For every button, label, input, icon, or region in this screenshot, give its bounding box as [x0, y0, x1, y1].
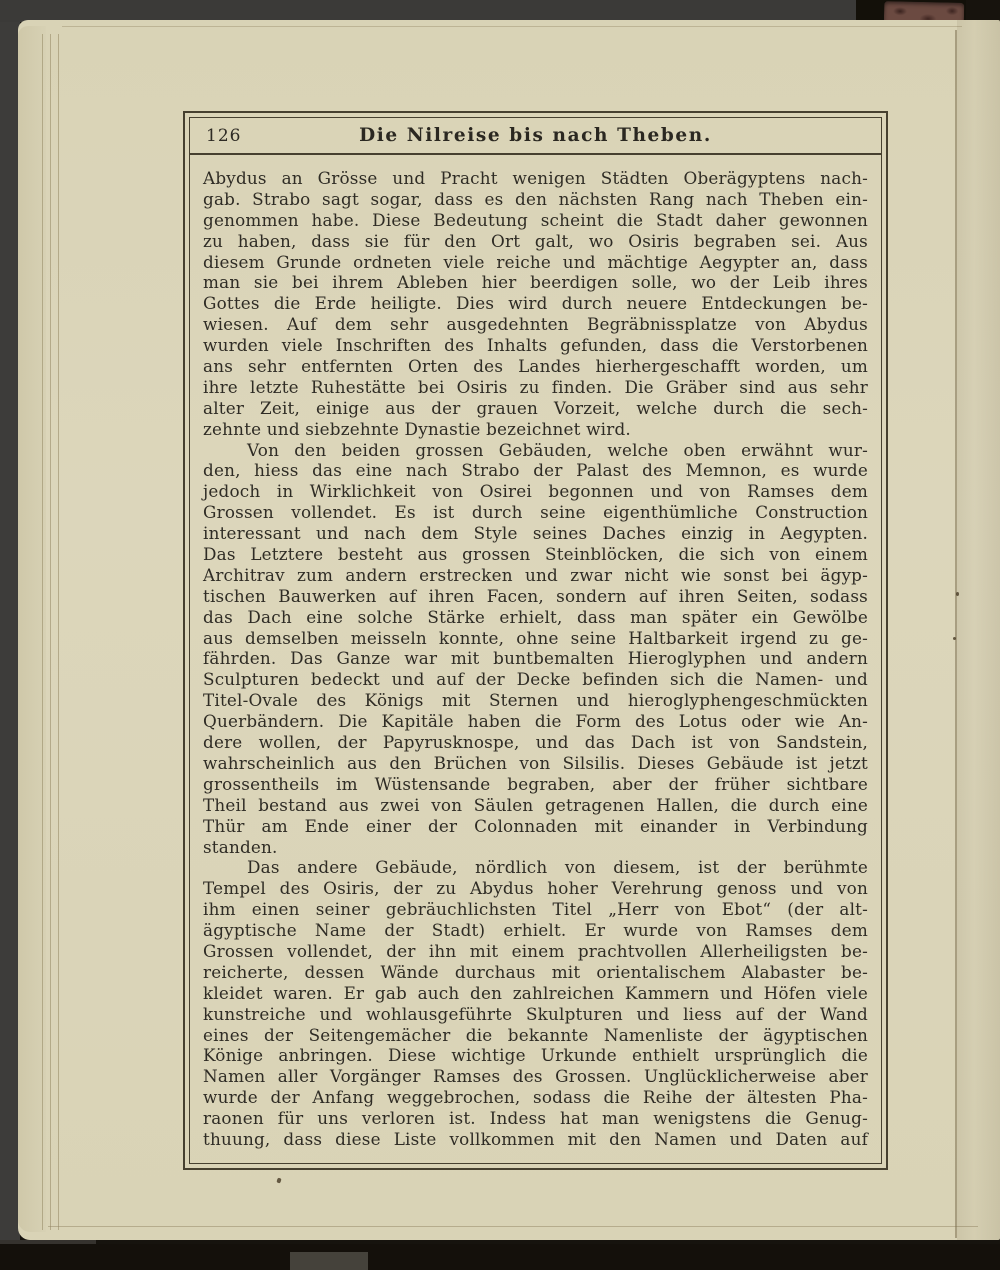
paper-speck — [953, 637, 956, 640]
background-top-strip — [0, 0, 872, 22]
text-line: eines der Seitengemächer die bekannte Namenliste der ägyptischen — [203, 1024, 868, 1045]
text-line: reicherte, dessen Wände durchaus mit orientalischem Alabaster be- — [203, 961, 868, 982]
text-line: fährden. Das Ganze war mit buntbemalten Hieroglyphen und andern — [203, 648, 868, 669]
text-line: den, hiess das eine nach Strabo der Palast des Memnon, es wurde — [203, 460, 868, 481]
book-page — [18, 20, 1000, 1240]
text-line: Namen aller Vorgänger Ramses des Grossen. Unglücklicherweise aber — [203, 1066, 868, 1087]
text-line: zu haben, dass sie für den Ort galt, wo Osiris begraben sei. Aus — [203, 230, 868, 251]
text-line: kunstreiche und wohlausgeführte Skulpturen und liess auf der Wand — [203, 1003, 868, 1024]
text-line: ihm einen seiner gebräuchlichsten Titel „Herr von Ebot“ (der alt- — [203, 899, 868, 920]
text-line: jedoch in Wirklichkeit von Osirei begonnen und von Ramses dem — [203, 481, 868, 502]
text-line: kleidet waren. Er gab auch den zahlreichen Kammern und Höfen viele — [203, 982, 868, 1003]
running-title: Die Nilreise bis nach Theben. — [359, 125, 712, 146]
text-line: Theil bestand aus zwei von Säulen getragenen Hallen, die durch eine — [203, 794, 868, 815]
text-line: alter Zeit, einige aus der grauen Vorzeit, welche durch die sech- — [203, 397, 868, 418]
background-left-strip — [0, 0, 20, 1270]
text-line: wurde der Anfang weggebrochen, sodass die Reihe der ältesten Pha- — [203, 1087, 868, 1108]
text-line: Tempel des Osiris, der zu Abydus hoher Verehrung genoss und von — [203, 878, 868, 899]
text-line: Von den beiden grossen Gebäuden, welche oben erwähnt wur- — [247, 439, 868, 460]
page-edge-line — [50, 34, 51, 1230]
text-line: wahrscheinlich aus den Brüchen von Silsilis. Dieses Gebäude ist jetzt — [203, 752, 868, 773]
text-line: grossentheils im Wüstensande begraben, aber der früher sichtbare — [203, 773, 868, 794]
text-frame-inner-rule — [189, 117, 882, 1164]
page-top-edge-line — [62, 26, 962, 27]
paper-speck — [956, 592, 959, 596]
text-line: Gottes die Erde heiligte. Dies wird durch neuere Entdeckungen be- — [203, 293, 868, 314]
background-bottom-strip — [0, 1244, 1000, 1270]
text-line: ihre letzte Ruhestätte bei Osiris zu finden. Die Gräber sind aus sehr — [203, 376, 868, 397]
text-line: diesem Grunde ordneten viele reiche und mächtige Aegypter an, dass — [203, 251, 868, 272]
header-rule — [190, 153, 881, 155]
text-line: aus demselben meisseln konnte, ohne seine Haltbarkeit irgend zu ge- — [203, 627, 868, 648]
page-number: 126 — [206, 126, 242, 146]
text-frame — [183, 111, 888, 1170]
page-edge-line — [58, 34, 59, 1230]
text-line: Grossen vollendet, der ihn mit einem prachtvollen Allerheiligsten be- — [203, 940, 868, 961]
page-bottom-edge-line — [48, 1226, 978, 1227]
text-line: ägyptische Name der Stadt) erhielt. Er wurde von Ramses dem — [203, 920, 868, 941]
text-line: das Dach eine solche Stärke erhielt, dass man später ein Gewölbe — [203, 606, 868, 627]
page-header — [190, 118, 881, 153]
text-line: ans sehr entfernten Orten des Landes hierhergeschafft worden, um — [203, 356, 868, 377]
text-line: standen. — [203, 836, 278, 857]
text-line: wiesen. Auf dem sehr ausgedehnten Begräbnissplatze von Abydus — [203, 314, 868, 335]
text-line: raonen für uns verloren ist. Indess hat man wenigstens die Genug- — [203, 1108, 868, 1129]
text-line: zehnte und siebzehnte Dynastie bezeichnet wird. — [203, 418, 631, 439]
text-line: man sie bei ihrem Ableben hier beerdigen solle, wo der Leib ihres — [203, 272, 868, 293]
text-line: Thür am Ende einer der Colonnaden mit einander in Verbindung — [203, 815, 868, 836]
text-line: tischen Bauwerken auf ihren Facen, sondern auf ihren Seiten, sodass — [203, 585, 868, 606]
text-line: gab. Strabo sagt sogar, dass es den nächsten Rang nach Theben ein- — [203, 188, 868, 209]
text-line: Sculpturen bedeckt und auf der Decke befinden sich die Namen- und — [203, 669, 868, 690]
background-bottom-patch — [290, 1252, 368, 1270]
text-line: Querbändern. Die Kapitäle haben die Form des Lotus oder wie An- — [203, 711, 868, 732]
text-line: Das Letztere besteht aus grossen Steinblöcken, die sich von einem — [203, 544, 868, 565]
text-line: thuung, dass diese Liste vollkommen mit den Namen und Daten auf — [203, 1128, 868, 1149]
paper-speck — [276, 1178, 281, 1184]
text-line: Abydus an Grösse und Pracht wenigen Städten Oberägyptens nach- — [203, 168, 868, 188]
text-line: wurden viele Inschriften des Inhalts gefunden, dass die Verstorbenen — [203, 335, 868, 356]
text-line: Das andere Gebäude, nördlich von diesem, ist der berühmte — [247, 857, 868, 878]
text-line: Architrav zum andern erstrecken und zwar nicht wie sonst bei ägyp- — [203, 564, 868, 585]
page-edge-line — [42, 34, 43, 1230]
binding-gutter-shadow — [957, 20, 1000, 1240]
body-text — [203, 168, 868, 1150]
page-crease — [955, 30, 957, 1238]
text-line: Grossen vollendet. Es ist durch seine eigenthümliche Construction — [203, 502, 868, 523]
text-line: Könige anbringen. Diese wichtige Urkunde enthielt ursprünglich die — [203, 1045, 868, 1066]
text-line: Titel-Ovale des Königs mit Sternen und hieroglyphengeschmückten — [203, 690, 868, 711]
text-line: genommen habe. Diese Bedeutung scheint die Stadt daher gewonnen — [203, 209, 868, 230]
text-line: interessant und nach dem Style seines Daches einzig in Aegypten. — [203, 523, 868, 544]
text-line: dere wollen, der Papyrusknospe, und das Dach ist von Sandstein, — [203, 732, 868, 753]
